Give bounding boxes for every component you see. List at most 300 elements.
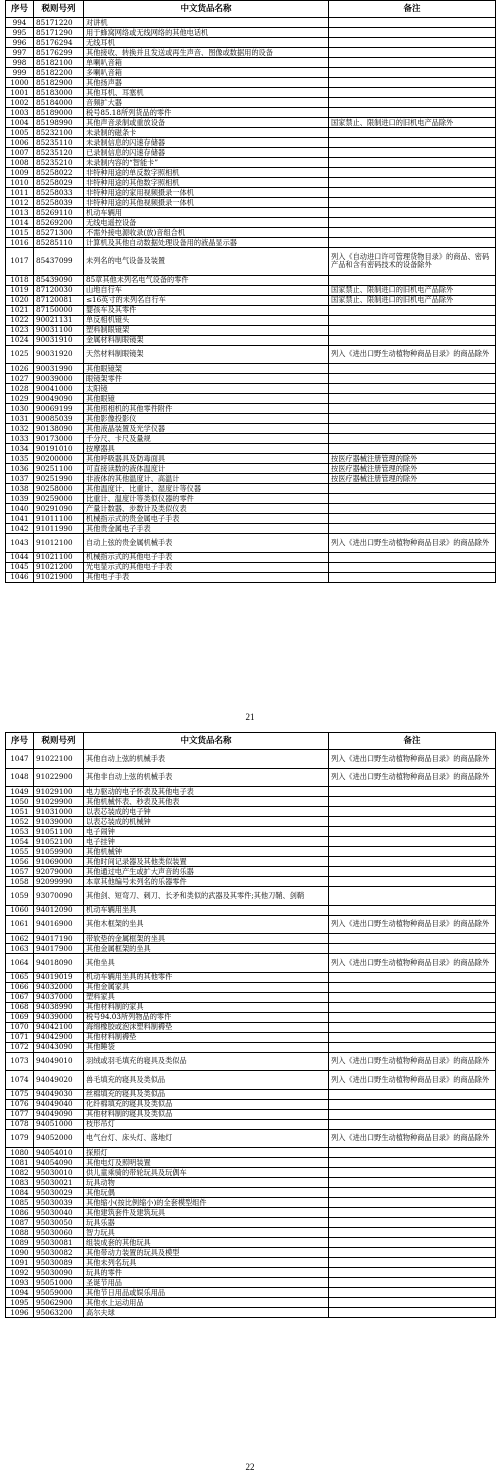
remarks-cell	[329, 178, 496, 188]
table-row	[6, 18, 496, 28]
tariff-code-cell: 90291090	[34, 504, 84, 514]
remarks-cell	[329, 1089, 496, 1099]
remarks-cell	[329, 887, 496, 906]
remarks-cell	[329, 1248, 496, 1258]
remarks-cell	[329, 275, 496, 285]
remarks-cell	[329, 335, 496, 345]
serial-number-cell: 1076	[6, 1099, 34, 1109]
table-row	[6, 1228, 496, 1238]
goods-name-cell: 天然材料制眼镜架	[84, 345, 329, 364]
serial-number-cell: 1004	[6, 118, 34, 128]
goods-name-cell: 未录制内容的“智能卡”	[84, 158, 329, 168]
table-row	[6, 148, 496, 158]
remarks-cell	[329, 494, 496, 504]
table-row	[6, 1089, 496, 1099]
serial-number-cell: 1061	[6, 915, 34, 934]
remarks-cell	[329, 68, 496, 78]
goods-name-cell: 税号94.03所列物品的零件	[84, 1012, 329, 1022]
header-tariff-code: 税则号列	[34, 733, 84, 750]
page-number-2: 22	[245, 1462, 255, 1472]
tariff-code-cell: 91021200	[34, 562, 84, 572]
table-row	[6, 188, 496, 198]
tariff-code-cell: 91022900	[34, 768, 84, 787]
tariff-code-cell: 85176299	[34, 48, 84, 58]
goods-name-cell: 其他电子手表	[84, 572, 329, 582]
serial-number-cell: 1082	[6, 1168, 34, 1178]
serial-number-cell: 1087	[6, 1218, 34, 1228]
serial-number-cell: 1050	[6, 797, 34, 807]
serial-number-cell: 1084	[6, 1188, 34, 1198]
goods-name-cell: 其他睡袋	[84, 1042, 329, 1052]
remarks-cell	[329, 827, 496, 837]
tariff-code-cell: 85232100	[34, 128, 84, 138]
table-row	[6, 807, 496, 817]
serial-number-cell: 1093	[6, 1278, 34, 1288]
goods-name-cell: 自动上弦的贵金属机械手表	[84, 534, 329, 553]
table-header-row	[6, 1, 496, 18]
serial-number-cell: 994	[6, 18, 34, 28]
table-row	[6, 1099, 496, 1109]
table-row	[6, 208, 496, 218]
remarks-cell	[329, 1258, 496, 1268]
table-row	[6, 982, 496, 992]
serial-number-cell: 1046	[6, 572, 34, 582]
table-row	[6, 218, 496, 228]
remarks-cell	[329, 857, 496, 867]
header-remarks: 备注	[329, 733, 496, 750]
serial-number-cell: 995	[6, 28, 34, 38]
table-row	[6, 38, 496, 48]
goods-name-cell: 千分尺、卡尺及量规	[84, 434, 329, 444]
table-row	[6, 58, 496, 68]
goods-name-cell: 85章其他未列名电气设备的零件	[84, 275, 329, 285]
goods-table-page-1	[5, 0, 496, 583]
goods-name-cell: 无线电遥控设备	[84, 218, 329, 228]
header-remarks: 备注	[329, 1, 496, 18]
remarks-cell	[329, 228, 496, 238]
table-row	[6, 1032, 496, 1042]
tariff-code-cell: 94012090	[34, 905, 84, 915]
goods-name-cell: 玩具乐器	[84, 1218, 329, 1228]
goods-name-cell: 其他液晶装置及光学仪器	[84, 424, 329, 434]
table-row	[6, 325, 496, 335]
serial-number-cell: 1055	[6, 847, 34, 857]
table-row	[6, 474, 496, 484]
table-row	[6, 552, 496, 562]
goods-name-cell: 其他节日用品或娱乐用品	[84, 1288, 329, 1298]
table-row	[6, 248, 496, 276]
table-row	[6, 424, 496, 434]
remarks-cell	[329, 837, 496, 847]
goods-name-cell: 无线耳机	[84, 38, 329, 48]
tariff-code-cell: 94037000	[34, 992, 84, 1002]
tariff-code-cell: 94042900	[34, 1032, 84, 1042]
remarks-cell	[329, 218, 496, 228]
header-tariff-code: 税则号列	[34, 1, 84, 18]
tariff-code-cell: 85183000	[34, 88, 84, 98]
remarks-cell	[329, 198, 496, 208]
table-header-row	[6, 733, 496, 750]
table-row	[6, 944, 496, 954]
goods-name-cell: 其他缩小(按比例缩小)的全套模型组件	[84, 1198, 329, 1208]
table-row	[6, 118, 496, 128]
serial-number-cell: 1052	[6, 817, 34, 827]
serial-number-cell: 1006	[6, 138, 34, 148]
table-row	[6, 1052, 496, 1071]
remarks-cell: 列入《进出口野生动植物种商品目录》的商品除外	[329, 1129, 496, 1148]
goods-name-cell: 其他通过电产生或扩大声音的乐器	[84, 867, 329, 877]
tariff-code-cell: 94016900	[34, 915, 84, 934]
tariff-code-cell: 95030090	[34, 1268, 84, 1278]
goods-name-cell: 以表芯装成的电子钟	[84, 807, 329, 817]
goods-name-cell: 山地自行车	[84, 285, 329, 295]
tariff-code-cell: 95030039	[34, 1198, 84, 1208]
goods-name-cell: 机动车辆用	[84, 208, 329, 218]
remarks-cell	[329, 552, 496, 562]
remarks-cell: 列入《自动进口许可管理货物目录》的商品、密码产品和含有密码技术的设备除外	[329, 248, 496, 276]
tariff-code-cell: 91012100	[34, 534, 84, 553]
tariff-code-cell: 85439090	[34, 275, 84, 285]
remarks-cell	[329, 972, 496, 982]
tariff-code-cell: 90031990	[34, 364, 84, 374]
table-row	[6, 228, 496, 238]
goods-name-cell: 其他坐具	[84, 954, 329, 973]
goods-name-cell: 探照灯	[84, 1148, 329, 1158]
goods-name-cell: 婴孩车及其零件	[84, 305, 329, 315]
tariff-code-cell: 90173000	[34, 434, 84, 444]
table-row	[6, 562, 496, 572]
goods-name-cell: 其他剑、短弯刀、刺刀、长矛和类似的武器及其零件;其他刀鞘、剑鞘	[84, 887, 329, 906]
tariff-code-cell: 87150000	[34, 305, 84, 315]
table-row	[6, 1248, 496, 1258]
table-row	[6, 797, 496, 807]
goods-name-cell: 多喇叭音箱	[84, 68, 329, 78]
remarks-cell	[329, 944, 496, 954]
table-row	[6, 1268, 496, 1278]
remarks-cell: 列入《进出口野生动植物种商品目录》的商品除外	[329, 915, 496, 934]
table-row	[6, 1258, 496, 1268]
remarks-cell	[329, 404, 496, 414]
tariff-code-cell: 95059000	[34, 1288, 84, 1298]
goods-name-cell: 非液体的其他温度计、高温计	[84, 474, 329, 484]
goods-name-cell: 机械指示式的贵金属电子手表	[84, 514, 329, 524]
goods-name-cell: 其他接收、转换并且发送或再生声音、图像或数据用的设备	[84, 48, 329, 58]
remarks-cell	[329, 787, 496, 797]
serial-number-cell: 1008	[6, 158, 34, 168]
remarks-cell	[329, 364, 496, 374]
goods-name-cell: 对讲机	[84, 18, 329, 28]
table-row	[6, 915, 496, 934]
goods-name-cell: 金属材料制眼镜架	[84, 335, 329, 345]
tariff-code-cell: 95030050	[34, 1218, 84, 1228]
tariff-code-cell: 90041000	[34, 384, 84, 394]
serial-number-cell: 1016	[6, 238, 34, 248]
goods-name-cell: 可直接读数的液体温度计	[84, 464, 329, 474]
serial-number-cell: 1051	[6, 807, 34, 817]
serial-number-cell: 997	[6, 48, 34, 58]
goods-name-cell: 电力驱动的电子怀表及其他电子表	[84, 787, 329, 797]
serial-number-cell: 1058	[6, 877, 34, 887]
tariff-code-cell: 85271300	[34, 228, 84, 238]
goods-name-cell: 其他机械钟	[84, 847, 329, 857]
table-row	[6, 198, 496, 208]
table-row	[6, 315, 496, 325]
remarks-cell	[329, 1228, 496, 1238]
serial-number-cell: 1005	[6, 128, 34, 138]
table-row	[6, 484, 496, 494]
table-row	[6, 992, 496, 1002]
header-serial: 序号	[6, 733, 34, 750]
serial-number-cell: 1032	[6, 424, 34, 434]
tariff-code-cell: 95030089	[34, 1258, 84, 1268]
table-row	[6, 48, 496, 58]
table-row	[6, 905, 496, 915]
tariff-code-cell: 94039000	[34, 1012, 84, 1022]
tariff-code-cell: 90258000	[34, 484, 84, 494]
serial-number-cell: 1056	[6, 857, 34, 867]
serial-number-cell: 1073	[6, 1052, 34, 1071]
remarks-cell: 按医疗器械注册管理的除外	[329, 464, 496, 474]
table-row	[6, 1168, 496, 1178]
goods-name-cell: 单反相机镜头	[84, 315, 329, 325]
table-row	[6, 68, 496, 78]
remarks-cell	[329, 1188, 496, 1198]
goods-name-cell: 其他贵金属电子手表	[84, 524, 329, 534]
table-row	[6, 295, 496, 305]
remarks-cell	[329, 1099, 496, 1109]
goods-name-cell: ≤16英寸的未列名自行车	[84, 295, 329, 305]
serial-number-cell: 1035	[6, 454, 34, 464]
goods-name-cell: 电子闹钟	[84, 827, 329, 837]
serial-number-cell: 1086	[6, 1208, 34, 1218]
tariff-code-cell: 95030021	[34, 1178, 84, 1188]
goods-name-cell: 单喇叭音箱	[84, 58, 329, 68]
tariff-code-cell: 85437099	[34, 248, 84, 276]
table-row	[6, 1188, 496, 1198]
serial-number-cell: 1068	[6, 1002, 34, 1012]
table-row	[6, 285, 496, 295]
serial-number-cell: 1079	[6, 1129, 34, 1148]
remarks-cell	[329, 78, 496, 88]
remarks-cell	[329, 524, 496, 534]
serial-number-cell: 1075	[6, 1089, 34, 1099]
table-row	[6, 364, 496, 374]
goods-name-cell: 其他扬声器	[84, 78, 329, 88]
goods-name-cell: 税号85.18所列货品的零件	[84, 108, 329, 118]
serial-number-cell: 1072	[6, 1042, 34, 1052]
table-row	[6, 384, 496, 394]
remarks-cell: 列入《进出口野生动植物种商品目录》的商品除外	[329, 345, 496, 364]
tariff-code-cell: 85184000	[34, 98, 84, 108]
serial-number-cell: 1094	[6, 1288, 34, 1298]
serial-number-cell: 1070	[6, 1022, 34, 1032]
serial-number-cell: 1066	[6, 982, 34, 992]
goods-name-cell: 机械指示式的其他电子手表	[84, 552, 329, 562]
tariff-code-cell: 91039000	[34, 817, 84, 827]
serial-number-cell: 1007	[6, 148, 34, 158]
remarks-cell	[329, 877, 496, 887]
tariff-code-cell: 91029100	[34, 787, 84, 797]
remarks-cell	[329, 1218, 496, 1228]
table-row	[6, 1298, 496, 1308]
page-number-1: 21	[245, 712, 255, 722]
tariff-code-cell: 90069199	[34, 404, 84, 414]
tariff-code-cell: 85285110	[34, 238, 84, 248]
header-goods-name: 中文货品名称	[84, 733, 329, 750]
tariff-code-cell: 85235110	[34, 138, 84, 148]
remarks-cell	[329, 1288, 496, 1298]
header-serial: 序号	[6, 1, 34, 18]
serial-number-cell: 1063	[6, 944, 34, 954]
serial-number-cell: 1018	[6, 275, 34, 285]
tariff-code-cell: 94042100	[34, 1022, 84, 1032]
remarks-cell	[329, 325, 496, 335]
tariff-code-cell: 85182900	[34, 78, 84, 88]
table-row	[6, 827, 496, 837]
remarks-cell	[329, 305, 496, 315]
goods-name-cell: 其他材料制褥垫	[84, 1032, 329, 1042]
tariff-code-cell: 85235210	[34, 158, 84, 168]
remarks-cell	[329, 414, 496, 424]
remarks-cell	[329, 238, 496, 248]
serial-number-cell: 1048	[6, 768, 34, 787]
table-row	[6, 78, 496, 88]
goods-name-cell: 非特种用途的单反数字照相机	[84, 168, 329, 178]
table-row	[6, 1158, 496, 1168]
goods-name-cell: 组装成套的其他玩具	[84, 1238, 329, 1248]
serial-number-cell: 1088	[6, 1228, 34, 1238]
table-row	[6, 514, 496, 524]
remarks-cell	[329, 1198, 496, 1208]
serial-number-cell: 1060	[6, 905, 34, 915]
goods-name-cell: 电气台灯、床头灯、落地灯	[84, 1129, 329, 1148]
serial-number-cell: 1069	[6, 1012, 34, 1022]
tariff-code-cell: 95030040	[34, 1208, 84, 1218]
serial-number-cell: 1044	[6, 552, 34, 562]
tariff-code-cell: 90138090	[34, 424, 84, 434]
remarks-cell	[329, 1042, 496, 1052]
serial-number-cell: 1025	[6, 345, 34, 364]
tariff-code-cell: 85258029	[34, 178, 84, 188]
goods-name-cell: 非特种用途的其他视频摄录一体机	[84, 198, 329, 208]
serial-number-cell: 1019	[6, 285, 34, 295]
tariff-code-cell: 90085039	[34, 414, 84, 424]
serial-number-cell: 1074	[6, 1071, 34, 1090]
table-row	[6, 464, 496, 474]
goods-name-cell: 比重计、温度计等类似仪器的零件	[84, 494, 329, 504]
remarks-cell	[329, 424, 496, 434]
tariff-code-cell: 94017900	[34, 944, 84, 954]
remarks-cell	[329, 374, 496, 384]
serial-number-cell: 1062	[6, 934, 34, 944]
tariff-code-cell: 85171290	[34, 28, 84, 38]
table-row	[6, 817, 496, 827]
tariff-code-cell: 85189000	[34, 108, 84, 118]
table-row	[6, 972, 496, 982]
remarks-cell	[329, 434, 496, 444]
serial-number-cell: 1080	[6, 1148, 34, 1158]
remarks-cell	[329, 807, 496, 817]
remarks-cell: 按医疗器械注册管理的除外	[329, 454, 496, 464]
table-row	[6, 168, 496, 178]
tariff-code-cell: 90031920	[34, 345, 84, 364]
table-row	[6, 1178, 496, 1188]
tariff-code-cell: 94038990	[34, 1002, 84, 1012]
goods-name-cell: 音频扩大器	[84, 98, 329, 108]
remarks-cell: 列入《进出口野生动植物种商品目录》的商品除外	[329, 750, 496, 769]
tariff-code-cell: 94052000	[34, 1129, 84, 1148]
tariff-code-cell: 85235120	[34, 148, 84, 158]
table-row	[6, 138, 496, 148]
remarks-cell	[329, 982, 496, 992]
goods-name-cell: 其他未列名玩具	[84, 1258, 329, 1268]
table-row	[6, 534, 496, 553]
goods-name-cell: 非特种用途的其他数字照相机	[84, 178, 329, 188]
table-row	[6, 494, 496, 504]
serial-number-cell: 1013	[6, 208, 34, 218]
goods-name-cell: 其他带动力装置的玩具及模型	[84, 1248, 329, 1258]
goods-name-cell: 化纤棉填充的寝具及类似品	[84, 1099, 329, 1109]
tariff-code-cell: 95030029	[34, 1188, 84, 1198]
tariff-code-cell: 87120081	[34, 295, 84, 305]
table-row	[6, 1288, 496, 1298]
goods-table-page-2	[5, 732, 496, 1318]
goods-name-cell: 用于蜂窝网络或无线网络的其他电话机	[84, 28, 329, 38]
goods-name-cell: 机动车辆用坐具	[84, 905, 329, 915]
header-goods-name: 中文货品名称	[84, 1, 329, 18]
goods-name-cell: 已录制信息的闪速存储器	[84, 148, 329, 158]
table-row	[6, 98, 496, 108]
table-row	[6, 108, 496, 118]
goods-name-cell: 其他电灯及照明装置	[84, 1158, 329, 1168]
tariff-code-cell: 90039000	[34, 374, 84, 384]
tariff-code-cell: 94049010	[34, 1052, 84, 1071]
remarks-cell	[329, 1168, 496, 1178]
table-row	[6, 857, 496, 867]
goods-name-cell: 其他建筑套件及建筑玩具	[84, 1208, 329, 1218]
tariff-code-cell: 94049020	[34, 1071, 84, 1090]
tariff-code-cell: 91022100	[34, 750, 84, 769]
serial-number-cell: 1026	[6, 364, 34, 374]
table-row	[6, 847, 496, 857]
serial-number-cell: 1042	[6, 524, 34, 534]
tariff-code-cell: 94049040	[34, 1099, 84, 1109]
serial-number-cell: 1089	[6, 1238, 34, 1248]
tariff-code-cell: 90021131	[34, 315, 84, 325]
serial-number-cell: 1043	[6, 534, 34, 553]
serial-number-cell: 1067	[6, 992, 34, 1002]
goods-name-cell: 其他呼吸器具及防毒面具	[84, 454, 329, 464]
goods-name-cell: 机动车辆用坐具的其他零件	[84, 972, 329, 982]
serial-number-cell: 1095	[6, 1298, 34, 1308]
tariff-code-cell: 94019019	[34, 972, 84, 982]
remarks-cell	[329, 98, 496, 108]
tariff-code-cell: 94049090	[34, 1109, 84, 1119]
remarks-cell	[329, 1298, 496, 1308]
goods-name-cell: 未录制的磁条卡	[84, 128, 329, 138]
table-row	[6, 158, 496, 168]
tariff-code-cell: 95030082	[34, 1248, 84, 1258]
goods-name-cell: 兽毛填充的寝具及类似品	[84, 1071, 329, 1090]
goods-name-cell: 其他声音录制或重放设备	[84, 118, 329, 128]
tariff-code-cell: 94017190	[34, 934, 84, 944]
tariff-code-cell: 93070090	[34, 887, 84, 906]
tariff-code-cell: 95030060	[34, 1228, 84, 1238]
goods-name-cell: 高尔夫球	[84, 1308, 329, 1318]
remarks-cell	[329, 484, 496, 494]
remarks-cell	[329, 817, 496, 827]
remarks-cell	[329, 1012, 496, 1022]
